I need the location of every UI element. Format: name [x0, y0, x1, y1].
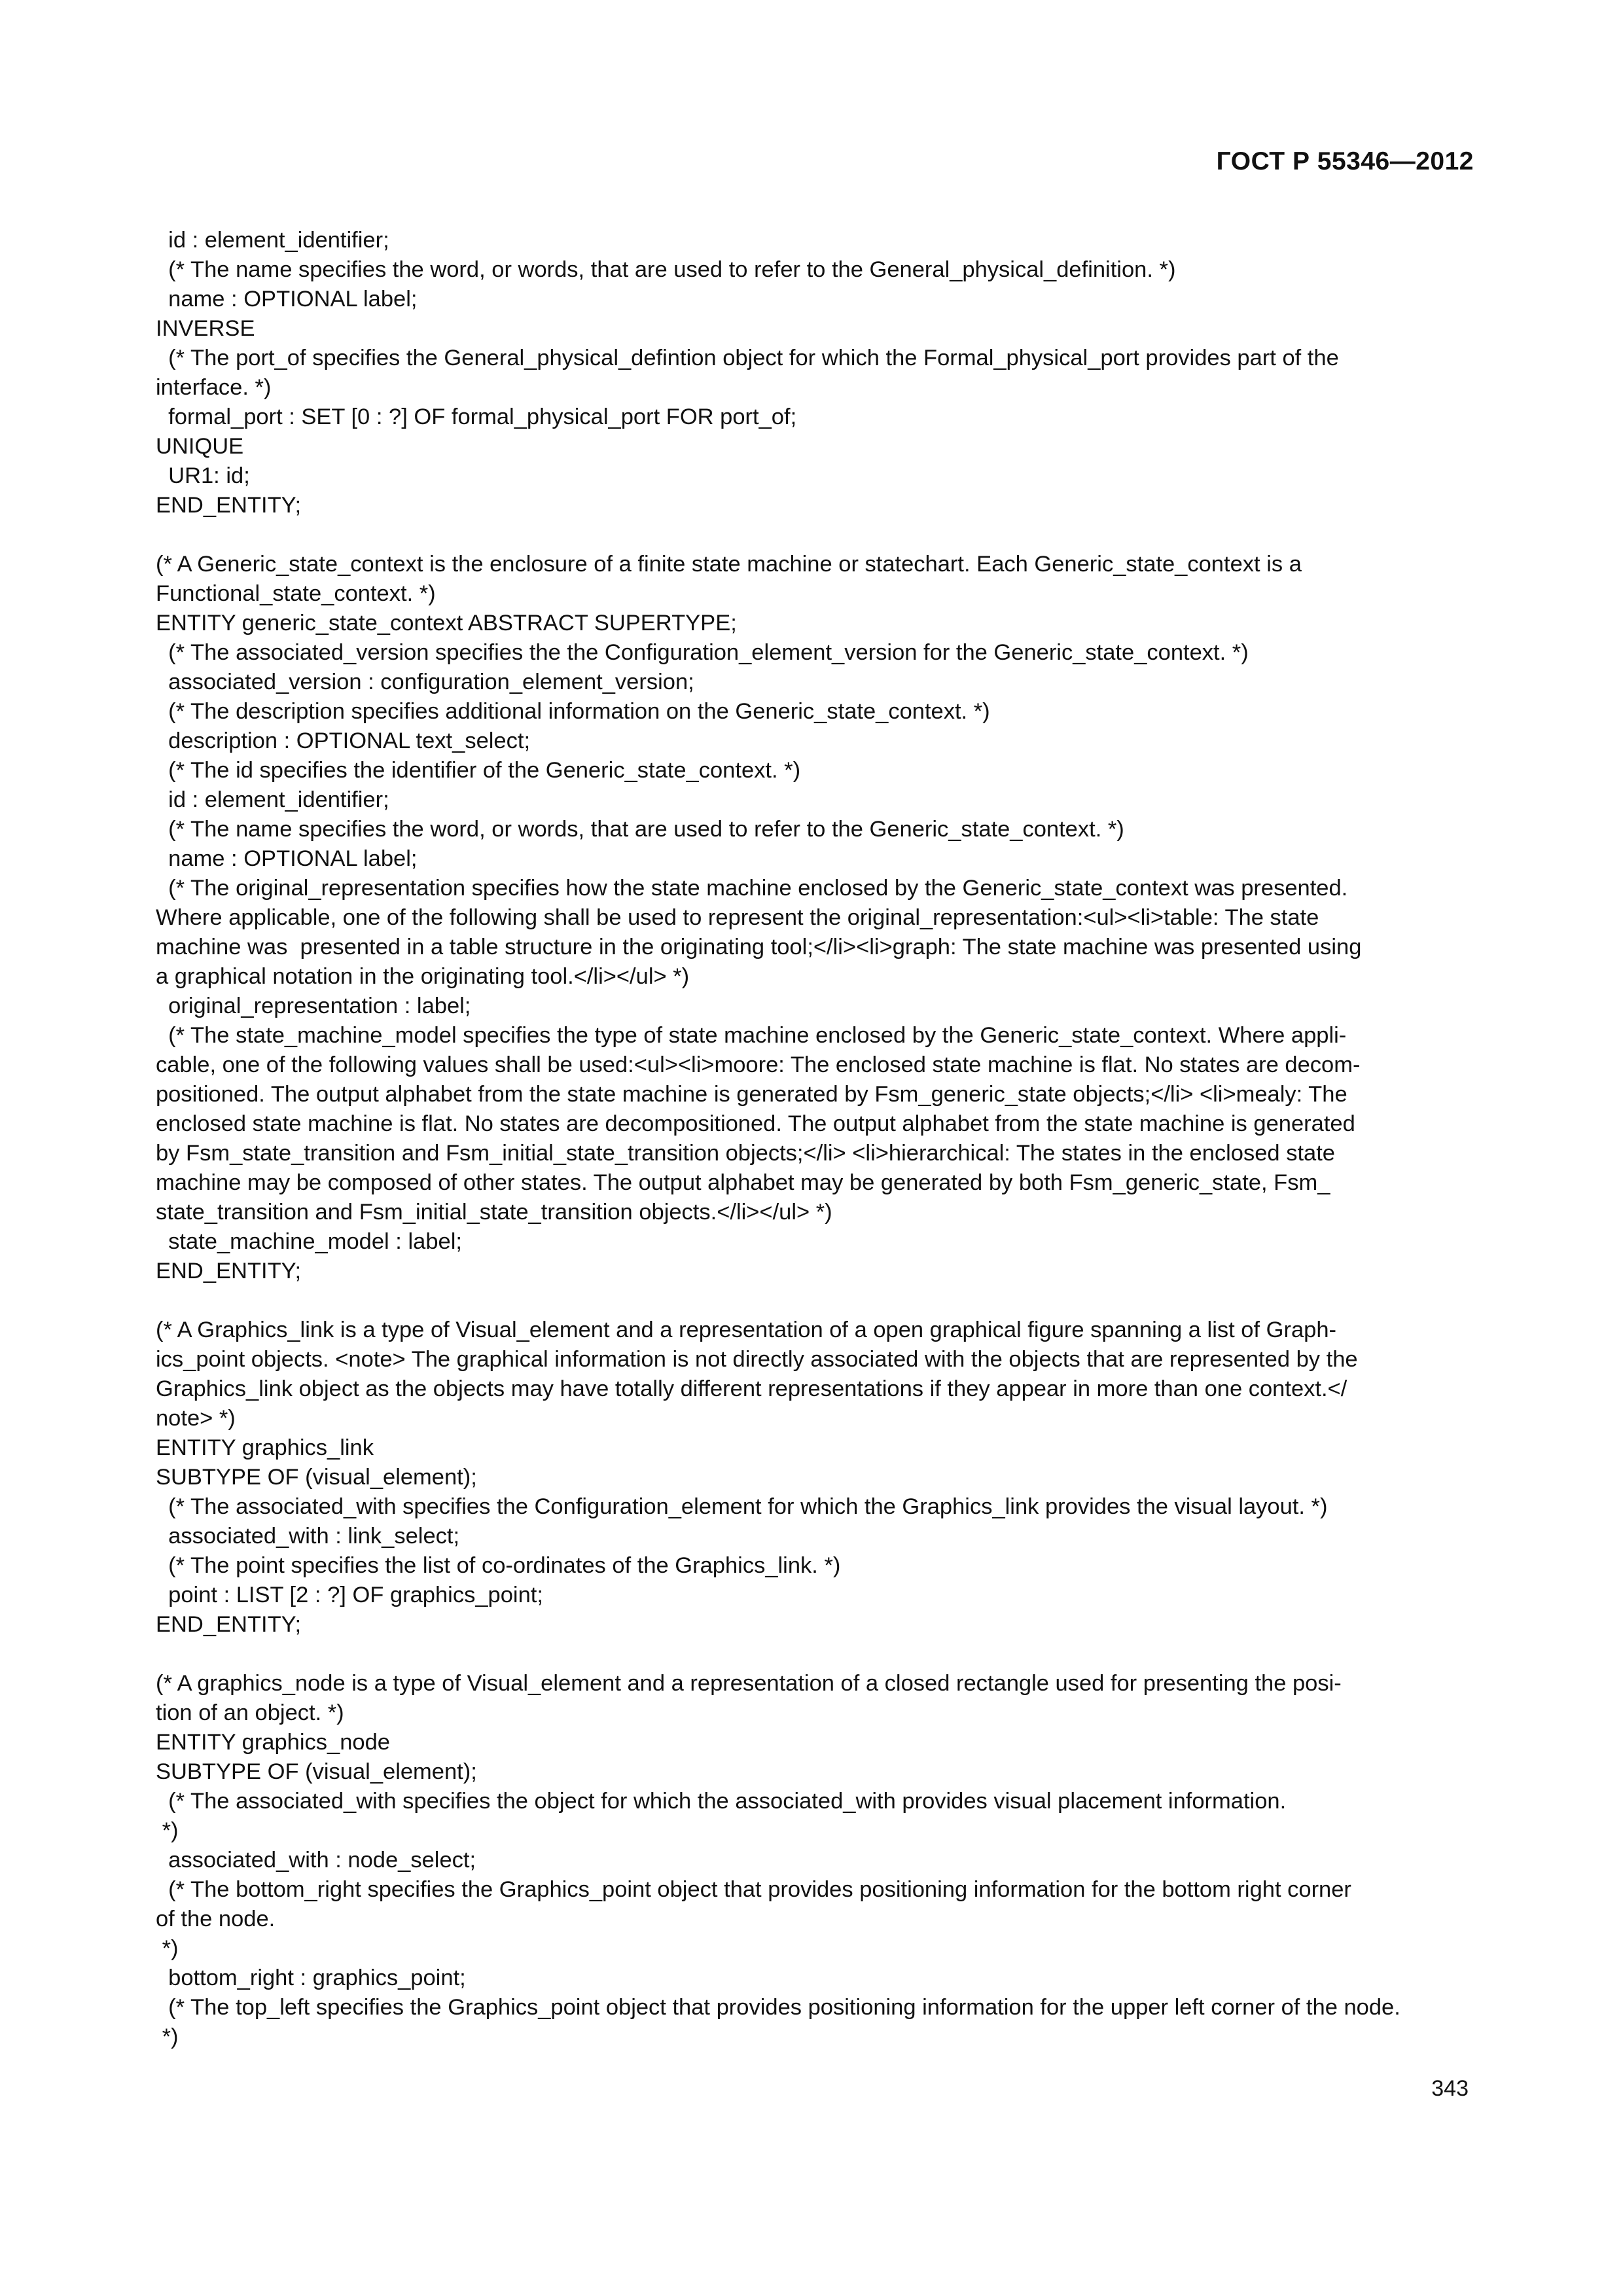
code-line: (* A Generic_state_context is the enclosure of a finite state machine or statechart. Each Generic_state_context is a: [156, 552, 1302, 577]
code-line: (* The name specifies the word, or words, that are used to refer to the General_physical_definition. *): [156, 257, 1176, 282]
code-line: interface. *): [156, 375, 272, 400]
page-body: [156, 226, 1479, 2052]
code-line: original_representation : label;: [156, 994, 471, 1018]
code-line: formal_port : SET [0 : ?] OF formal_physical_port FOR port_of;: [156, 404, 797, 429]
code-line: (* The original_representation specifies how the state machine enclosed by the Generic_state_context was presented.: [156, 876, 1348, 901]
code-line: point : LIST [2 : ?] OF graphics_point;: [156, 1583, 543, 1607]
code-line: (* The point specifies the list of co-ordinates of the Graphics_link. *): [156, 1553, 841, 1578]
code-line: ENTITY graphics_node: [156, 1730, 390, 1755]
code-line: a graphical notation in the originating tool.</li></ul> *): [156, 964, 690, 989]
code-line: state_transition and Fsm_initial_state_transition objects.</li></ul> *): [156, 1200, 832, 1225]
code-line: Functional_state_context. *): [156, 581, 436, 606]
code-line: bottom_right : graphics_point;: [156, 1965, 466, 1990]
standard-id: ГОСТ Р 55346—2012: [1216, 147, 1474, 175]
code-line: state_machine_model : label;: [156, 1229, 462, 1254]
code-line: END_ENTITY;: [156, 493, 302, 518]
code-line: UR1: id;: [156, 463, 250, 488]
code-line: (* The id specifies the identifier of the Generic_state_context. *): [156, 758, 801, 783]
code-line: SUBTYPE OF (visual_element);: [156, 1465, 477, 1490]
code-line: (* The state_machine_model specifies the type of state machine enclosed by the Generic_state_context. Where appli-: [156, 1023, 1347, 1048]
code-line: machine may be composed of other states. The output alphabet may be generated by both Fsm_generic_state, Fsm_: [156, 1170, 1330, 1195]
code-line: (* A graphics_node is a type of Visual_element and a representation of a closed rectangle used for presenting the posi-: [156, 1671, 1342, 1696]
code-line: (* A Graphics_link is a type of Visual_element and a representation of a open graphical figure spanning a list of Graph-: [156, 1318, 1337, 1342]
code-line: associated_with : link_select;: [156, 1524, 460, 1549]
code-line: *): [156, 1936, 179, 1961]
code-line: Where applicable, one of the following shall be used to represent the original_representation:<ul><li>table: The state: [156, 905, 1319, 930]
code-line: associated_with : node_select;: [156, 1848, 476, 1873]
code-line: (* The associated_version specifies the the Configuration_element_version for the Generic_state_context. *): [156, 640, 1249, 665]
code-line: END_ENTITY;: [156, 1259, 302, 1283]
code-line: END_ENTITY;: [156, 1612, 302, 1637]
code-line: name : OPTIONAL label;: [156, 846, 418, 871]
code-line: machine was presented in a table structure in the originating tool;</li><li>graph: The state machine was presented using: [156, 935, 1362, 960]
code-line: note> *): [156, 1406, 236, 1431]
code-line: *): [156, 2024, 179, 2049]
code-line: ENTITY generic_state_context ABSTRACT SUPERTYPE;: [156, 611, 737, 636]
code-line: description : OPTIONAL text_select;: [156, 728, 531, 753]
code-line: associated_version : configuration_element_version;: [156, 670, 694, 694]
block-separator: [156, 520, 1479, 550]
code-line: UNIQUE: [156, 434, 244, 459]
code-line: name : OPTIONAL label;: [156, 287, 418, 312]
code-line: ics_point objects. <note> The graphical information is not directly associated with the objects that are represented by the: [156, 1347, 1358, 1372]
code-line: enclosed state machine is flat. No states are decompositioned. The output alphabet from the state machine is generated: [156, 1111, 1355, 1136]
code-line: INVERSE: [156, 316, 255, 341]
code-line: (* The port_of specifies the General_physical_defintion object for which the Formal_physical_port provides part of the: [156, 346, 1339, 370]
code-line: *): [156, 1818, 179, 1843]
code-line: (* The name specifies the word, or words, that are used to refer to the Generic_state_context. *): [156, 817, 1124, 842]
code-line: (* The description specifies additional information on the Generic_state_context. *): [156, 699, 990, 724]
block-separator: [156, 1640, 1479, 1669]
page-number: 343: [1431, 2076, 1469, 2101]
code-line: ENTITY graphics_link: [156, 1435, 374, 1460]
code-line: id : element_identifier;: [156, 787, 389, 812]
code-line: positioned. The output alphabet from the state machine is generated by Fsm_generic_state objects;</li> <li>mealy: The: [156, 1082, 1347, 1107]
code-line: Graphics_link object as the objects may have totally different representations if they appear in more than one context.</: [156, 1376, 1347, 1401]
code-line: of the node.: [156, 1907, 276, 1931]
code-line: cable, one of the following values shall be used:<ul><li>moore: The enclosed state machine is flat. No states are decom-: [156, 1052, 1361, 1077]
code-line: tion of an object. *): [156, 1700, 344, 1725]
code-line: (* The bottom_right specifies the Graphics_point object that provides positioning information for the bottom right corner: [156, 1877, 1351, 1902]
code-line: (* The associated_with specifies the Configuration_element for which the Graphics_link provides the visual layout. *): [156, 1494, 1328, 1519]
code-line: (* The associated_with specifies the object for which the associated_with provides visual placement information.: [156, 1789, 1287, 1814]
code-line: (* The top_left specifies the Graphics_point object that provides positioning information for the upper left corner of the node.: [156, 1995, 1400, 2020]
block-separator: [156, 1286, 1479, 1316]
code-line: id : element_identifier;: [156, 228, 389, 253]
code-line: by Fsm_state_transition and Fsm_initial_state_transition objects;</li> <li>hierarchical: The states in the enclosed state: [156, 1141, 1335, 1166]
code-line: SUBTYPE OF (visual_element);: [156, 1759, 477, 1784]
